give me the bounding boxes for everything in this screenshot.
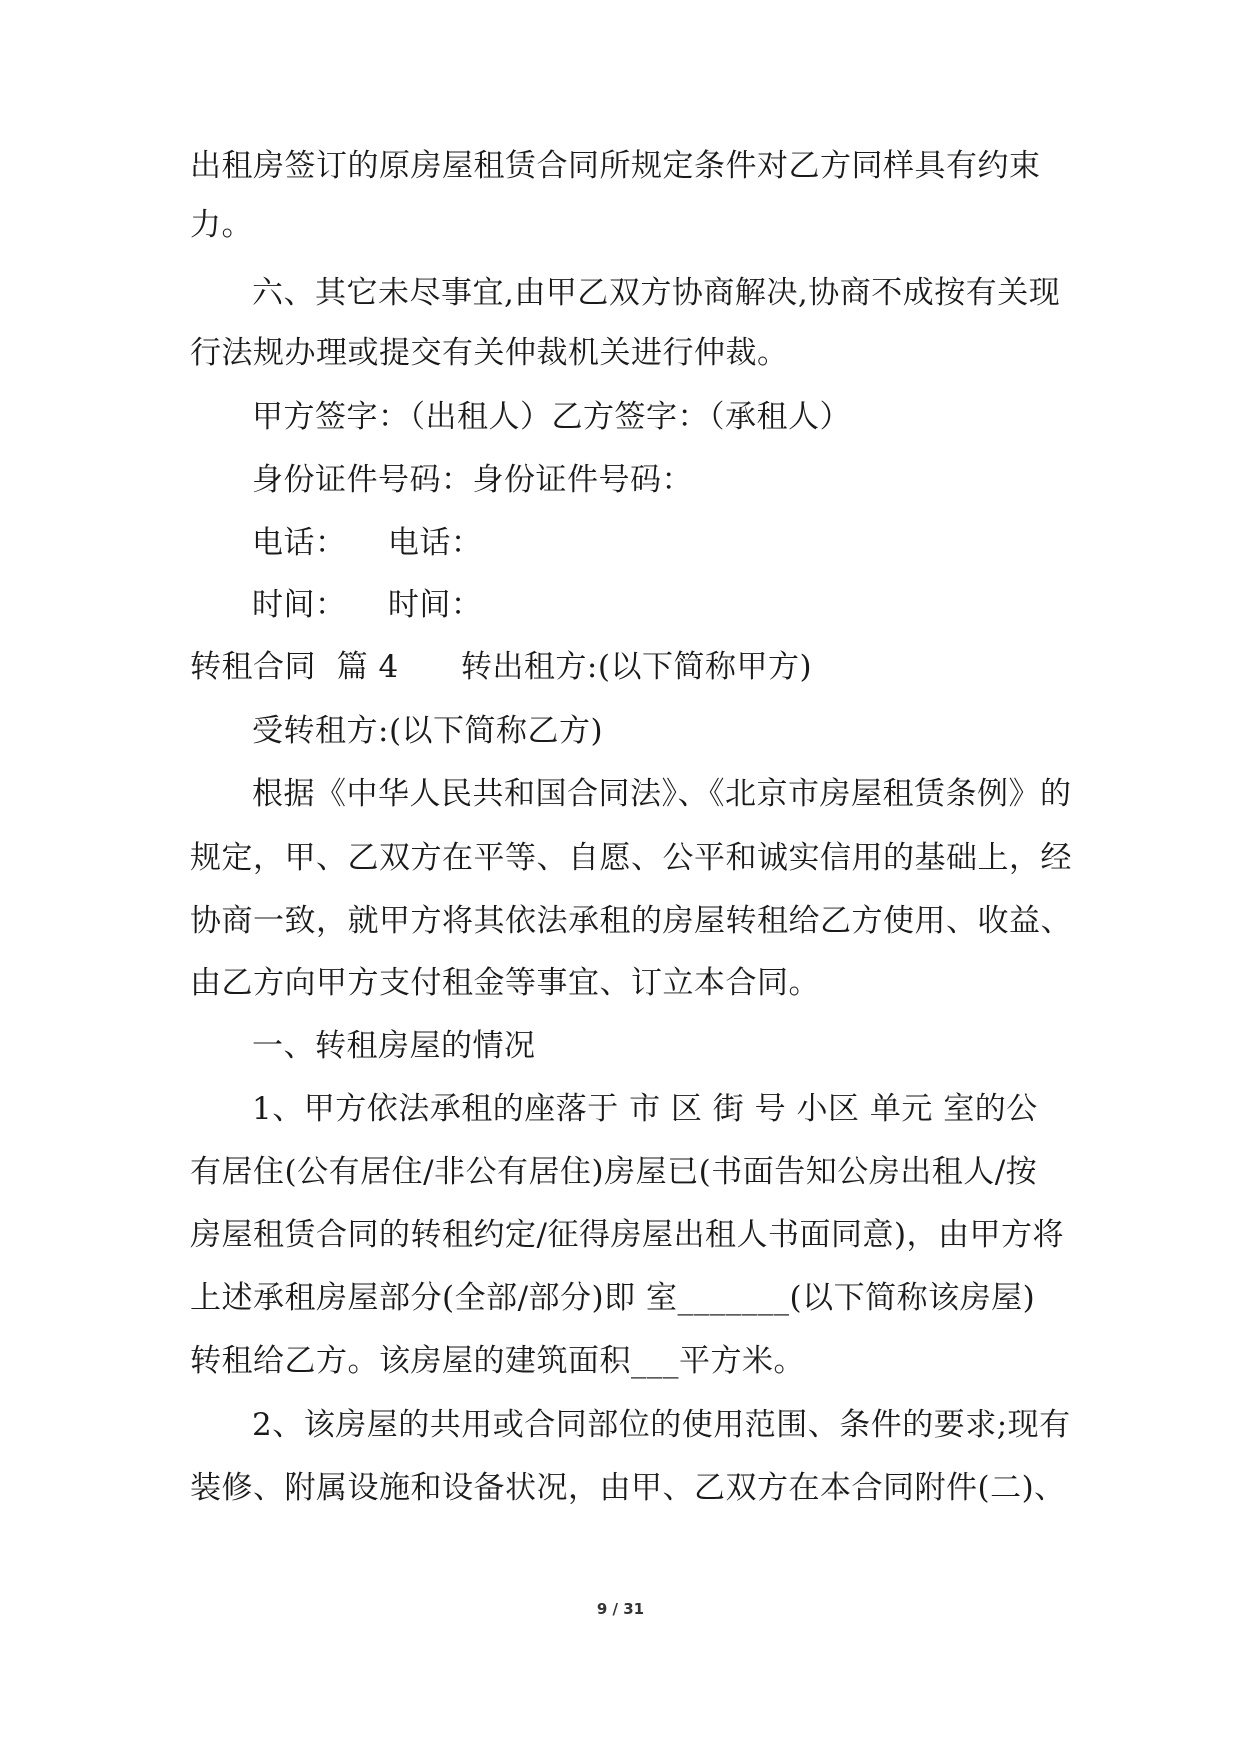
- text-line: 力。: [190, 207, 253, 243]
- text-line: 1、甲方依法承租的座落于 市 区 街 号 小区 单元 室的公: [252, 1091, 1038, 1127]
- text-line: 规定，甲、乙双方在平等、自愿、公平和诚实信用的基础上，经: [190, 840, 1072, 876]
- clause-heading: 一、转租房屋的情况: [252, 1028, 536, 1064]
- text-line: 装修、附属设施和设备状况，由甲、乙双方在本合同附件(二)、: [190, 1470, 1066, 1506]
- text-line: 受转租方:(以下简称乙方): [252, 713, 604, 749]
- text-line: 出租房签订的原房屋租赁合同所规定条件对乙方同样具有约束: [190, 148, 1041, 184]
- text-line: 2、该房屋的共用或合同部位的使用范围、条件的要求;现有: [252, 1407, 1071, 1443]
- text-line: 由乙方向甲方支付租金等事宜、订立本合同。: [190, 965, 820, 1001]
- page-number: 9 / 31: [596, 1600, 645, 1618]
- phone-line: 电话： 电话：: [252, 525, 483, 561]
- text-line: 六、其它未尽事宜,由甲乙双方协商解决,协商不成按有关现: [252, 275, 1061, 311]
- section-heading: 转租合同 篇 4 转出租方:(以下简称甲方): [190, 649, 813, 685]
- text-line: 转租给乙方。该房屋的建筑面积___平方米。: [190, 1343, 805, 1379]
- signature-line: 甲方签字：（出租人）乙方签字：（承租人）: [252, 399, 851, 435]
- text-line: 房屋租赁合同的转租约定/征得房屋出租人书面同意)，由甲方将: [190, 1217, 1065, 1253]
- id-number-line: 身份证件号码：身份证件号码：: [252, 462, 693, 498]
- text-line: 行法规办理或提交有关仲裁机关进行仲裁。: [190, 335, 789, 371]
- text-line: 根据《中华人民共和国合同法》、《北京市房屋租赁条例》的: [252, 776, 1072, 812]
- text-line: 协商一致，就甲方将其依法承租的房屋转租给乙方使用、收益、: [190, 903, 1072, 939]
- date-line: 时间： 时间：: [252, 587, 483, 623]
- text-line: 上述承租房屋部分(全部/部分)即 室_______(以下简称该房屋): [190, 1280, 1036, 1316]
- text-line: 有居住(公有居住/非公有居住)房屋已(书面告知公房出租人/按: [190, 1154, 1038, 1190]
